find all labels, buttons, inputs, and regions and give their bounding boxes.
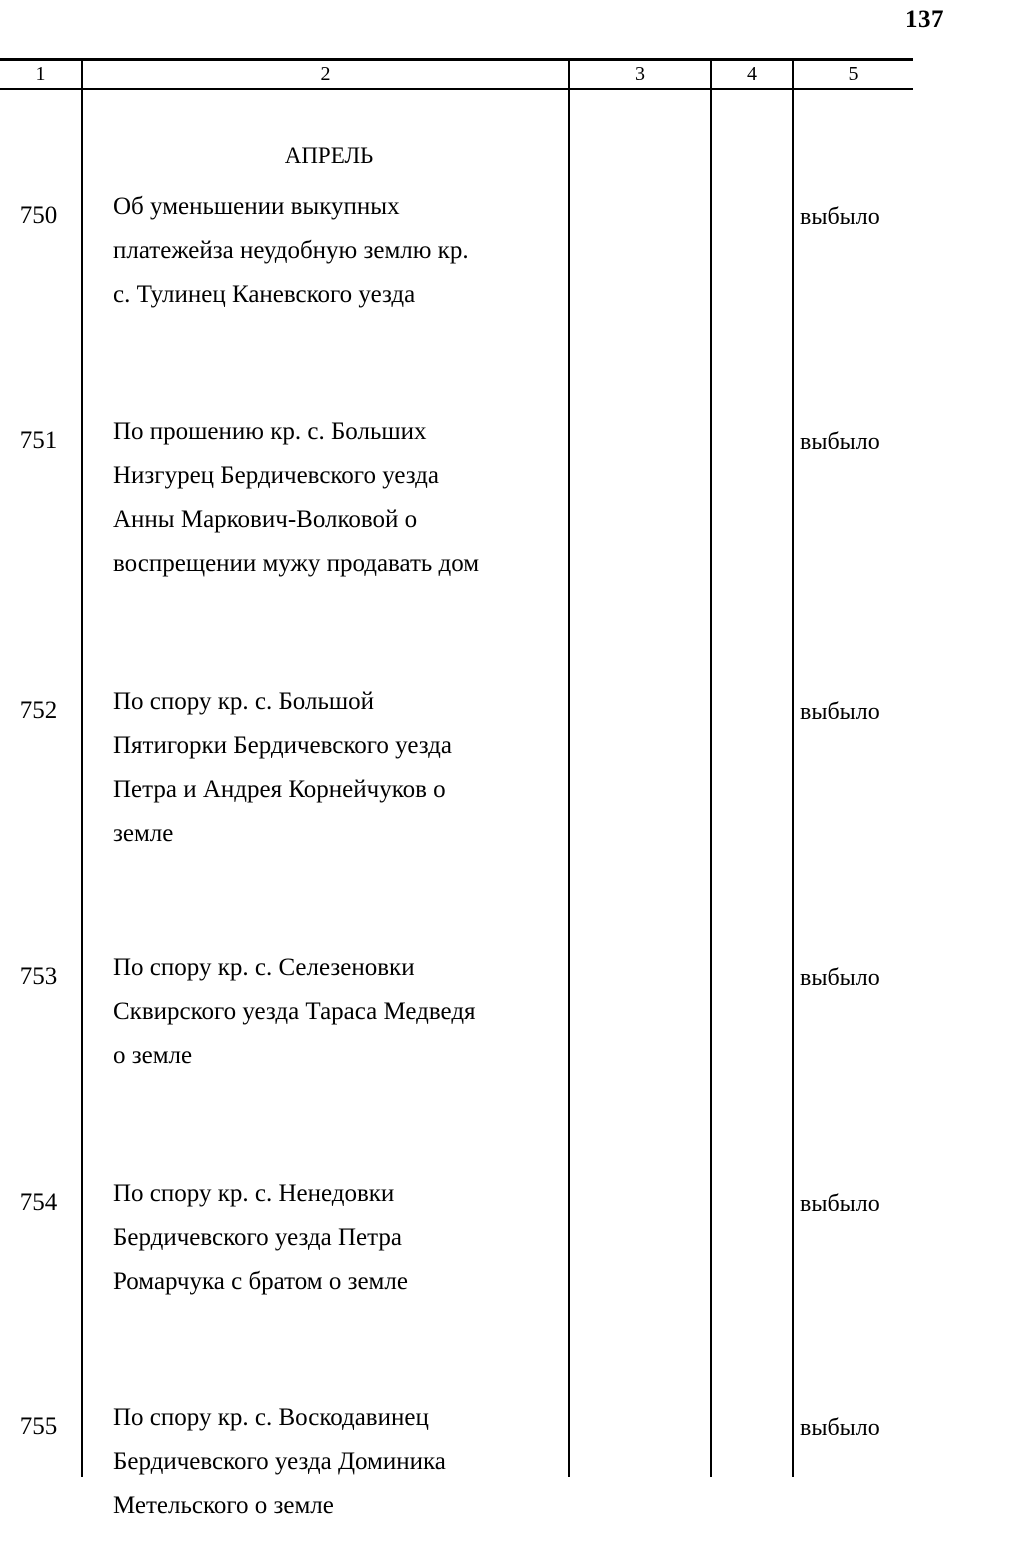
row-number: 754 (19, 1189, 58, 1216)
column-header-3: 3 (635, 63, 645, 85)
description-line: Петра и Андрея Корнейчуков о (113, 776, 446, 803)
description-line: Метельского о земле (113, 1492, 334, 1519)
row-status: выбыло (800, 1191, 880, 1217)
column-header-4: 4 (747, 63, 757, 85)
description-line: Об уменьшении выкупных (113, 193, 400, 220)
row-description (113, 946, 545, 1078)
description-line: платежейза неудобную землю кр. (113, 237, 469, 264)
description-line: Пятигорки Бердичевского уезда (113, 732, 452, 759)
description-line: Бердичевского уезда Доминика (113, 1448, 446, 1475)
column-divider-4-5 (792, 58, 794, 1477)
row-status: выбыло (800, 1415, 880, 1441)
section-heading: АПРЕЛЬ (284, 143, 374, 168)
column-header-2: 2 (320, 63, 331, 85)
column-divider-3-4 (710, 58, 712, 1477)
column-divider-1-2 (81, 58, 83, 1477)
description-line: о земле (113, 1042, 193, 1069)
row-number: 752 (19, 697, 58, 724)
column-header-1: 1 (35, 63, 46, 85)
row-status: выбыло (800, 965, 880, 991)
row-description (113, 1396, 545, 1528)
row-description (113, 185, 545, 317)
description-line: воспрещении мужу продавать дом (113, 550, 480, 577)
row-description (113, 410, 545, 586)
row-status: выбыло (800, 429, 880, 455)
description-line: Анны Маркович-Волковой о (113, 506, 418, 533)
column-divider-2-3 (568, 58, 570, 1477)
description-line: Ромарчука с братом о земле (113, 1268, 408, 1295)
page-number: 137 (905, 6, 944, 33)
row-number: 753 (19, 963, 58, 990)
row-status: выбыло (800, 204, 880, 230)
description-line: По спору кр. с. Ненедовки (113, 1180, 395, 1207)
description-line: Бердичевского уезда Петра (113, 1224, 402, 1251)
description-line: По прошению кр. с. Больших (113, 418, 427, 445)
description-line: По спору кр. с. Воскодавинец (113, 1404, 429, 1431)
row-description (113, 680, 545, 856)
row-number: 750 (19, 202, 58, 229)
header-bottom-border (0, 88, 913, 90)
description-line: земле (113, 820, 174, 847)
row-description (113, 1172, 545, 1304)
description-line: По спору кр. с. Большой (113, 688, 374, 715)
description-line: Сквирского уезда Тараса Медведя (113, 998, 476, 1025)
row-status: выбыло (800, 699, 880, 725)
description-line: с. Тулинец Каневского уезда (113, 281, 416, 308)
description-line: По спору кр. с. Селезеновки (113, 954, 415, 981)
row-number: 751 (19, 427, 58, 454)
row-number: 755 (19, 1413, 58, 1440)
column-header-5: 5 (848, 63, 859, 85)
description-line: Низгурец Бердичевского уезда (113, 462, 440, 489)
